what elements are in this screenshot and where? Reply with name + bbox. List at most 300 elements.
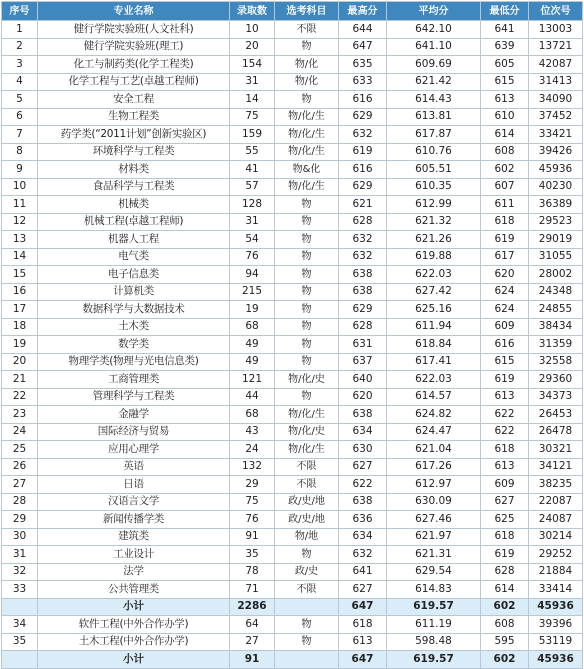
cell-index: 14	[2, 248, 38, 266]
cell-index: 20	[2, 353, 38, 371]
table-row	[2, 108, 583, 126]
cell-elective-subjects: 物	[275, 196, 339, 214]
cell-average-score: 624.82	[387, 406, 481, 424]
cell-index: 6	[2, 108, 38, 126]
cell-min-score: 609	[481, 476, 529, 494]
cell-average-score: 614.57	[387, 388, 481, 406]
cell-max-score: 633	[339, 73, 387, 91]
cell-elective-subjects: 物	[275, 38, 339, 56]
table-row	[2, 318, 583, 336]
cell-major-name: 计算机类	[38, 283, 230, 301]
cell-elective-subjects: 物/化	[275, 73, 339, 91]
cell-average-score: 610.35	[387, 178, 481, 196]
cell-elective-subjects: 物/化/生	[275, 143, 339, 161]
cell-admitted-count: 76	[230, 511, 275, 529]
cell-index: 24	[2, 423, 38, 441]
cell-rank: 33421	[529, 126, 583, 144]
table-row	[2, 248, 583, 266]
cell-max-score: 630	[339, 441, 387, 459]
table-header-row	[2, 2, 583, 21]
cell-major-name: 食品科学与工程类	[38, 178, 230, 196]
table-row	[2, 458, 583, 476]
cell-average-score: 641.10	[387, 38, 481, 56]
cell-max-score: 647	[339, 598, 387, 616]
cell-min-score: 619	[481, 231, 529, 249]
cell-major-name: 机械类	[38, 196, 230, 214]
cell-major-name: 健行学院实验班(人文社科)	[38, 21, 230, 39]
cell-rank: 31359	[529, 336, 583, 354]
cell-min-score: 622	[481, 406, 529, 424]
header-average-score: 平均分	[387, 2, 481, 21]
cell-major-name: 土木工程(中外合作办学)	[38, 633, 230, 651]
cell-average-score: 619.57	[387, 651, 481, 669]
cell-elective-subjects: 物/化/生	[275, 441, 339, 459]
cell-elective-subjects: 物	[275, 546, 339, 564]
cell-admitted-count: 14	[230, 91, 275, 109]
cell-rank: 36389	[529, 196, 583, 214]
cell-major-name: 数据科学与大数据技术	[38, 301, 230, 319]
cell-min-score: 602	[481, 651, 529, 669]
cell-index: 28	[2, 493, 38, 511]
cell-max-score: 620	[339, 388, 387, 406]
cell-rank: 33414	[529, 581, 583, 599]
cell-major-name: 药学类(“2011计划”创新实验区)	[38, 126, 230, 144]
cell-average-score: 627.42	[387, 283, 481, 301]
cell-elective-subjects: 物/化	[275, 56, 339, 74]
cell-min-score: 622	[481, 423, 529, 441]
cell-min-score: 615	[481, 353, 529, 371]
table-row	[2, 301, 583, 319]
cell-rank: 39426	[529, 143, 583, 161]
cell-elective-subjects: 物	[275, 301, 339, 319]
cell-admitted-count: 76	[230, 248, 275, 266]
cell-rank: 13003	[529, 21, 583, 39]
cell-major-name: 英语	[38, 458, 230, 476]
cell-rank: 34121	[529, 458, 583, 476]
cell-admitted-count: 44	[230, 388, 275, 406]
cell-elective-subjects: 物	[275, 91, 339, 109]
cell-admitted-count: 29	[230, 476, 275, 494]
cell-elective-subjects: 物/化/生	[275, 108, 339, 126]
table-row	[2, 493, 583, 511]
cell-major-name: 管理科学与工程类	[38, 388, 230, 406]
table-row	[2, 423, 583, 441]
cell-admitted-count: 64	[230, 616, 275, 634]
cell-average-score: 617.26	[387, 458, 481, 476]
cell-max-score: 632	[339, 546, 387, 564]
table-row	[2, 633, 583, 651]
cell-major-name: 机器人工程	[38, 231, 230, 249]
cell-major-name: 工商管理类	[38, 371, 230, 389]
cell-elective-subjects: 物	[275, 266, 339, 284]
table-row	[2, 161, 583, 179]
cell-average-score: 612.99	[387, 196, 481, 214]
cell-max-score: 638	[339, 283, 387, 301]
table-row	[2, 388, 583, 406]
cell-index: 15	[2, 266, 38, 284]
subtotal-row	[2, 598, 583, 616]
cell-average-score: 612.97	[387, 476, 481, 494]
cell-max-score: 637	[339, 353, 387, 371]
cell-rank: 26478	[529, 423, 583, 441]
cell-index: 21	[2, 371, 38, 389]
cell-admitted-count: 31	[230, 73, 275, 91]
cell-admitted-count: 75	[230, 108, 275, 126]
cell-admitted-count: 2286	[230, 598, 275, 616]
table-row	[2, 546, 583, 564]
cell-average-score: 610.76	[387, 143, 481, 161]
cell-elective-subjects: 物	[275, 353, 339, 371]
header-major-name: 专业名称	[38, 2, 230, 21]
table-row	[2, 371, 583, 389]
table-row	[2, 56, 583, 74]
cell-admitted-count: 24	[230, 441, 275, 459]
cell-elective-subjects	[275, 651, 339, 669]
cell-min-score: 613	[481, 91, 529, 109]
cell-min-score: 608	[481, 616, 529, 634]
cell-min-score: 611	[481, 196, 529, 214]
table-row	[2, 231, 583, 249]
cell-rank: 37452	[529, 108, 583, 126]
cell-average-score: 611.19	[387, 616, 481, 634]
cell-min-score: 624	[481, 301, 529, 319]
cell-max-score: 628	[339, 318, 387, 336]
cell-average-score: 622.03	[387, 371, 481, 389]
cell-admitted-count: 49	[230, 353, 275, 371]
cell-max-score: 627	[339, 458, 387, 476]
cell-elective-subjects: 物	[275, 231, 339, 249]
table-row	[2, 581, 583, 599]
cell-index: 1	[2, 21, 38, 39]
table-row	[2, 406, 583, 424]
cell-admitted-count: 91	[230, 651, 275, 669]
cell-index: 23	[2, 406, 38, 424]
cell-admitted-count: 27	[230, 633, 275, 651]
cell-elective-subjects: 物	[275, 283, 339, 301]
table-row	[2, 196, 583, 214]
cell-major-name: 应用心理学	[38, 441, 230, 459]
cell-index: 12	[2, 213, 38, 231]
cell-index: 2	[2, 38, 38, 56]
cell-max-score: 629	[339, 108, 387, 126]
cell-admitted-count: 49	[230, 336, 275, 354]
cell-elective-subjects: 政/史/地	[275, 511, 339, 529]
cell-elective-subjects: 不限	[275, 476, 339, 494]
cell-rank: 32558	[529, 353, 583, 371]
cell-average-score: 611.94	[387, 318, 481, 336]
cell-index: 35	[2, 633, 38, 651]
cell-min-score: 605	[481, 56, 529, 74]
cell-rank: 38434	[529, 318, 583, 336]
cell-elective-subjects: 物/化/史	[275, 423, 339, 441]
cell-average-score: 630.09	[387, 493, 481, 511]
cell-index: 18	[2, 318, 38, 336]
header-max-score: 最高分	[339, 2, 387, 21]
cell-admitted-count: 121	[230, 371, 275, 389]
table-row	[2, 21, 583, 39]
cell-admitted-count: 154	[230, 56, 275, 74]
cell-admitted-count: 68	[230, 406, 275, 424]
cell-index: 32	[2, 563, 38, 581]
cell-index: 31	[2, 546, 38, 564]
cell-index: 11	[2, 196, 38, 214]
cell-major-name: 汉语言文学	[38, 493, 230, 511]
cell-admitted-count: 57	[230, 178, 275, 196]
cell-min-score: 627	[481, 493, 529, 511]
table-row	[2, 126, 583, 144]
cell-min-score: 613	[481, 388, 529, 406]
cell-min-score: 620	[481, 266, 529, 284]
table-row	[2, 266, 583, 284]
table-row	[2, 441, 583, 459]
cell-admitted-count: 128	[230, 196, 275, 214]
table-row	[2, 143, 583, 161]
cell-rank: 45936	[529, 598, 583, 616]
cell-rank: 29252	[529, 546, 583, 564]
cell-min-score: 614	[481, 581, 529, 599]
cell-max-score: 634	[339, 423, 387, 441]
cell-average-score: 598.48	[387, 633, 481, 651]
cell-index: 30	[2, 528, 38, 546]
cell-average-score: 621.31	[387, 546, 481, 564]
cell-rank: 24348	[529, 283, 583, 301]
cell-elective-subjects: 物	[275, 318, 339, 336]
cell-index: 4	[2, 73, 38, 91]
cell-major-name: 新闻传播学类	[38, 511, 230, 529]
cell-min-score: 618	[481, 213, 529, 231]
cell-index: 25	[2, 441, 38, 459]
cell-min-score: 641	[481, 21, 529, 39]
cell-major-name: 土木类	[38, 318, 230, 336]
table-row	[2, 511, 583, 529]
cell-min-score: 625	[481, 511, 529, 529]
table-row	[2, 283, 583, 301]
cell-rank: 39396	[529, 616, 583, 634]
cell-min-score: 595	[481, 633, 529, 651]
cell-major-name: 机械工程(卓越工程师)	[38, 213, 230, 231]
cell-max-score: 619	[339, 143, 387, 161]
cell-min-score: 616	[481, 336, 529, 354]
header-min-score: 最低分	[481, 2, 529, 21]
cell-major-name: 软件工程(中外合作办学)	[38, 616, 230, 634]
cell-rank: 34090	[529, 91, 583, 109]
cell-min-score: 617	[481, 248, 529, 266]
cell-rank: 40230	[529, 178, 583, 196]
cell-elective-subjects: 物/化/生	[275, 178, 339, 196]
cell-admitted-count: 20	[230, 38, 275, 56]
cell-admitted-count: 54	[230, 231, 275, 249]
header-admitted-count: 录取数	[230, 2, 275, 21]
cell-major-name: 环境科学与工程类	[38, 143, 230, 161]
cell-major-name: 化工与制药类(化学工程类)	[38, 56, 230, 74]
cell-average-score: 605.51	[387, 161, 481, 179]
cell-rank: 45936	[529, 651, 583, 669]
cell-average-score: 621.32	[387, 213, 481, 231]
cell-min-score: 610	[481, 108, 529, 126]
cell-elective-subjects: 不限	[275, 581, 339, 599]
cell-min-score: 639	[481, 38, 529, 56]
cell-major-name: 工业设计	[38, 546, 230, 564]
cell-major-name: 生物工程类	[38, 108, 230, 126]
cell-elective-subjects: 物	[275, 388, 339, 406]
cell-elective-subjects: 物/化/史	[275, 371, 339, 389]
cell-admitted-count: 68	[230, 318, 275, 336]
cell-rank: 53119	[529, 633, 583, 651]
cell-rank: 31413	[529, 73, 583, 91]
cell-max-score: 631	[339, 336, 387, 354]
cell-elective-subjects: 物	[275, 633, 339, 651]
cell-index: 10	[2, 178, 38, 196]
cell-admitted-count: 19	[230, 301, 275, 319]
cell-admitted-count: 91	[230, 528, 275, 546]
cell-index: 8	[2, 143, 38, 161]
cell-admitted-count: 78	[230, 563, 275, 581]
cell-index: 3	[2, 56, 38, 74]
cell-admitted-count: 35	[230, 546, 275, 564]
cell-max-score: 644	[339, 21, 387, 39]
cell-index: 34	[2, 616, 38, 634]
cell-index	[2, 598, 38, 616]
cell-major-name: 公共管理类	[38, 581, 230, 599]
cell-average-score: 617.41	[387, 353, 481, 371]
cell-major-name: 数学类	[38, 336, 230, 354]
cell-rank: 38235	[529, 476, 583, 494]
cell-major-name: 法学	[38, 563, 230, 581]
admission-scores-table	[1, 1, 583, 669]
cell-major-name: 日语	[38, 476, 230, 494]
table-row	[2, 336, 583, 354]
table-row	[2, 353, 583, 371]
cell-index: 5	[2, 91, 38, 109]
cell-min-score: 609	[481, 318, 529, 336]
cell-major-name: 小计	[38, 651, 230, 669]
cell-rank: 29523	[529, 213, 583, 231]
cell-elective-subjects: 物/化/生	[275, 126, 339, 144]
cell-index: 19	[2, 336, 38, 354]
cell-elective-subjects: 物/地	[275, 528, 339, 546]
cell-admitted-count: 75	[230, 493, 275, 511]
table-row	[2, 73, 583, 91]
cell-rank: 34373	[529, 388, 583, 406]
cell-max-score: 629	[339, 301, 387, 319]
cell-elective-subjects: 物	[275, 248, 339, 266]
cell-rank: 31055	[529, 248, 583, 266]
cell-average-score: 618.84	[387, 336, 481, 354]
cell-elective-subjects: 物	[275, 336, 339, 354]
header-elective-subjects: 选考科目	[275, 2, 339, 21]
cell-major-name: 健行学院实验班(理工)	[38, 38, 230, 56]
cell-admitted-count: 159	[230, 126, 275, 144]
cell-average-score: 625.16	[387, 301, 481, 319]
header-index: 序号	[2, 2, 38, 21]
cell-index: 22	[2, 388, 38, 406]
cell-max-score: 641	[339, 563, 387, 581]
cell-average-score: 642.10	[387, 21, 481, 39]
cell-index: 33	[2, 581, 38, 599]
cell-average-score: 621.97	[387, 528, 481, 546]
cell-rank: 29019	[529, 231, 583, 249]
cell-max-score: 613	[339, 633, 387, 651]
cell-min-score: 602	[481, 161, 529, 179]
cell-index	[2, 651, 38, 669]
cell-min-score: 608	[481, 143, 529, 161]
cell-max-score: 634	[339, 528, 387, 546]
cell-elective-subjects: 物/化/生	[275, 406, 339, 424]
cell-elective-subjects: 不限	[275, 21, 339, 39]
table-row	[2, 528, 583, 546]
cell-major-name: 材料类	[38, 161, 230, 179]
cell-admitted-count: 215	[230, 283, 275, 301]
cell-major-name: 安全工程	[38, 91, 230, 109]
cell-max-score: 616	[339, 161, 387, 179]
cell-min-score: 619	[481, 546, 529, 564]
cell-rank: 30321	[529, 441, 583, 459]
cell-average-score: 621.26	[387, 231, 481, 249]
cell-rank: 21884	[529, 563, 583, 581]
cell-max-score: 647	[339, 651, 387, 669]
cell-rank: 22087	[529, 493, 583, 511]
cell-min-score: 618	[481, 528, 529, 546]
cell-average-score: 629.54	[387, 563, 481, 581]
cell-major-name: 小计	[38, 598, 230, 616]
cell-min-score: 628	[481, 563, 529, 581]
cell-average-score: 614.43	[387, 91, 481, 109]
cell-index: 27	[2, 476, 38, 494]
cell-index: 17	[2, 301, 38, 319]
cell-min-score: 615	[481, 73, 529, 91]
cell-min-score: 607	[481, 178, 529, 196]
cell-min-score: 613	[481, 458, 529, 476]
cell-rank: 13721	[529, 38, 583, 56]
cell-min-score: 624	[481, 283, 529, 301]
cell-min-score: 602	[481, 598, 529, 616]
cell-average-score: 613.81	[387, 108, 481, 126]
cell-min-score: 619	[481, 371, 529, 389]
cell-average-score: 614.83	[387, 581, 481, 599]
cell-major-name: 化学工程与工艺(卓越工程师)	[38, 73, 230, 91]
table-row	[2, 213, 583, 231]
cell-max-score: 622	[339, 476, 387, 494]
cell-elective-subjects: 物	[275, 616, 339, 634]
cell-max-score: 635	[339, 56, 387, 74]
cell-average-score: 619.57	[387, 598, 481, 616]
cell-admitted-count: 55	[230, 143, 275, 161]
cell-max-score: 638	[339, 406, 387, 424]
table-row	[2, 616, 583, 634]
cell-max-score: 632	[339, 248, 387, 266]
table-body	[2, 21, 583, 669]
cell-max-score: 647	[339, 38, 387, 56]
cell-admitted-count: 41	[230, 161, 275, 179]
cell-max-score: 621	[339, 196, 387, 214]
cell-rank: 24087	[529, 511, 583, 529]
cell-admitted-count: 132	[230, 458, 275, 476]
cell-admitted-count: 71	[230, 581, 275, 599]
cell-admitted-count: 10	[230, 21, 275, 39]
cell-major-name: 金融学	[38, 406, 230, 424]
cell-max-score: 629	[339, 178, 387, 196]
cell-elective-subjects: 不限	[275, 458, 339, 476]
cell-average-score: 624.47	[387, 423, 481, 441]
cell-admitted-count: 94	[230, 266, 275, 284]
table-row	[2, 563, 583, 581]
cell-max-score: 638	[339, 493, 387, 511]
subtotal-row	[2, 651, 583, 669]
cell-elective-subjects: 物	[275, 213, 339, 231]
cell-average-score: 617.87	[387, 126, 481, 144]
table-row	[2, 476, 583, 494]
table-row	[2, 38, 583, 56]
